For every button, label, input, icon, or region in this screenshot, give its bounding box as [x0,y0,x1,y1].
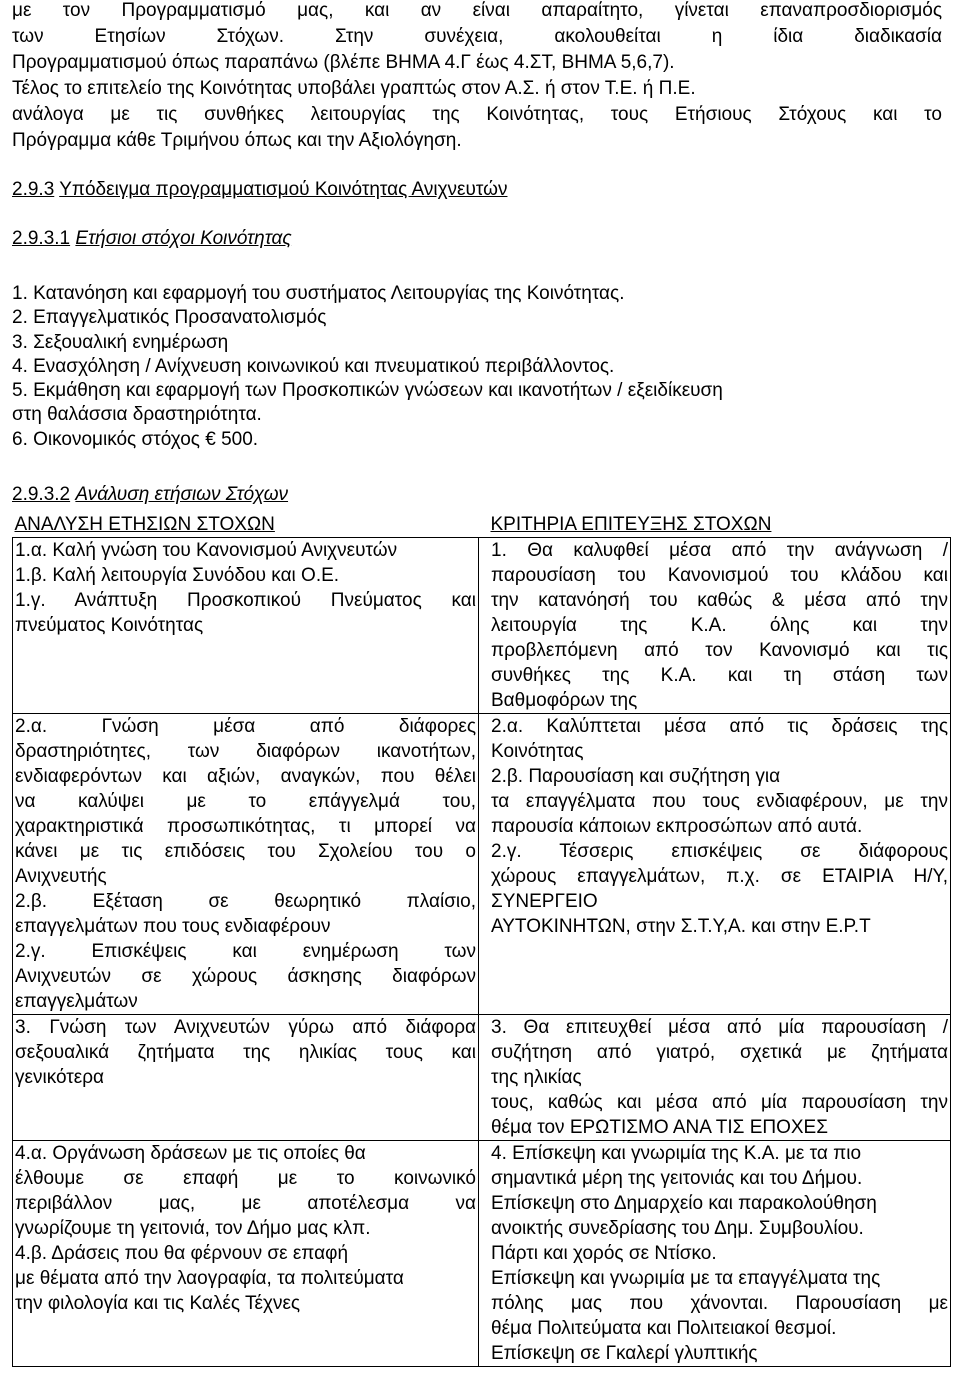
cell-line: Ανιχνευτής [15,866,107,887]
cell-line: την κατανόησή του καθώς & μέσα από την [491,590,948,611]
cell-line: γνωρίζουμε τη γειτονιά, τον Δήμο μας κλπ. [15,1218,371,1239]
cell-line: συνθήκες της Κ.Α. και τη στάση των [491,665,948,686]
cell-line: 1.α. Καλή γνώση του Κανονισμού Ανιχνευτών [15,540,398,561]
cell-line: 2.β. Παρουσίαση και συζήτηση για [491,766,781,787]
cell-line: ΑΥΤΟΚΙΝΗΤΩΝ, στην Σ.Τ.Υ,Α. και στην Ε.Ρ.Τ [491,916,871,937]
criteria-cell [479,714,951,1015]
cell-line: 2.γ. Τέσσερις επισκέψεις σε διάφορους [491,841,948,862]
analysis-cell [13,714,479,1015]
table-header-cell: ΑΝΑΛΥΣΗ ΕΤΗΣΙΩΝ ΣΤΟΧΩΝ [13,512,479,538]
analysis-cell [13,538,479,714]
list-item: στη θαλάσσια δραστηριότητα. [12,404,262,426]
intro-line: με τον Προγραμματισμό μας, και αν είναι απαραίτητο, γίνεται επαναπροσδιορισμός [12,0,942,21]
cell-line: την φιλολογία και τις Καλές Τέχνες [15,1293,301,1314]
criteria-cell [479,1015,951,1141]
cell-line: ανοικτής συνεδρίασης του Δημ. Συμβουλίου. [491,1218,864,1239]
list-item: 6. Οικονομικός στόχος € 500. [12,428,259,450]
section-heading-goals [12,226,292,252]
cell-line: σεξουαλικά ζητήματα της ηλικίας τους και [15,1042,476,1063]
cell-line: τους, καθώς και μέσα από μία παρουσίαση την [491,1092,948,1113]
section-title: Ανάλυση ετήσιων Στόχων [75,484,289,505]
intro-line: Προγραμματισμού όπως παραπάνω (βλέπε ΒΗΜΑ 4.Γ έως 4.ΣΤ, ΒΗΜΑ 5,6,7). [12,52,675,73]
section-number: 2.9.3 [12,179,55,200]
list-item: 3. Σεξουαλική ενημέρωση [12,331,229,353]
list-item: 1. Κατανόηση και εφαρμογή του συστήματος Λειτουργίας της Κοινότητας. [12,283,625,304]
list-item: 5. Εκμάθηση και εφαρμογή των Προσκοπικών γνώσεων και ικανοτήτων / εξειδίκευση [12,380,723,402]
cell-line: 1.β. Καλή λειτουργία Συνόδου και Ο.Ε. [15,565,340,586]
cell-line: 2.β. Εξέταση σε θεωρητικό πλαίσιο, [15,891,476,912]
goals-list [12,282,723,452]
goals-analysis-table [12,512,951,1367]
cell-line: προβλεπόμενη από τον Κανονισμό και τις [491,640,948,661]
section-heading-sample [12,177,507,203]
cell-line: με θέματα από την λαογραφία, τα πολιτεύματα [15,1268,404,1289]
cell-line: 1. Θα καλυφθεί μέσα από την ανάγνωση / [491,540,948,561]
cell-line: Επίσκεψη στο Δημαρχείο και παρακολούθηση [491,1193,877,1214]
cell-line: να καλύψει με το επάγγελμά του, [15,791,476,812]
cell-line: παρουσίαση του Κανονισμού του κλάδου και [491,565,948,586]
cell-line: Επίσκεψη και γνωριμία με τα επαγγέλματα της [491,1268,881,1289]
cell-line: χαρακτηριστικά προσωπικότητας, τι μπορεί να [15,816,476,837]
cell-line: ενδιαφερόντων και αξιών, αναγκών, που θέλει [15,766,476,787]
table-row [13,1015,951,1141]
cell-line: 2.γ. Επισκέψεις και ενημέρωση των [15,941,476,962]
cell-line: πνεύματος Κοινότητας [15,615,204,636]
section-title: Υπόδειγμα προγραμματισμού Κοινότητας Ανιχνευτών [59,179,508,200]
cell-line: παρουσία κάποιων εκπροσώπων από αυτά. [491,816,863,837]
analysis-cell [13,1141,479,1367]
table-row [13,714,951,1015]
cell-line: τα επαγγέλματα που τους ενδιαφέρουν, με την [491,791,948,812]
cell-line: 4.β. Δράσεις που θα φέρνουν σε επαφή [15,1243,349,1264]
cell-line: σημαντικά μέρη της γειτονιάς και του Δήμου. [491,1168,863,1189]
cell-line: θέμα Πολιτεύματα και Πολιτειακοί θεσμοί. [491,1318,837,1339]
criteria-cell [479,1141,951,1367]
intro-line: Τέλος το επιτελείο της Κοινότητας υποβάλει γραπτώς στον Α.Σ. ή στον Τ.Ε. ή Π.Ε. [12,78,696,99]
intro-paragraph [12,0,942,154]
table-header-cell: ΚΡΙΤΗΡΙΑ ΕΠΙΤΕΥΞΗΣ ΣΤΟΧΩΝ [479,512,951,538]
intro-line: Πρόγραμμα κάθε Τριμήνου όπως και την Αξιολόγηση. [12,130,462,151]
cell-line: δραστηριότητες, των διαφόρων ικανοτήτων, [15,741,476,762]
cell-line: έλθουμε σε επαφή με το κοινωνικό [15,1168,476,1189]
cell-line: περιβάλλον μας, με αποτέλεσμα να [15,1193,476,1214]
section-title: Ετήσιοι στόχοι Κοινότητας [75,228,292,249]
cell-line: 4.α. Οργάνωση δράσεων με τις οποίες θα [15,1143,366,1164]
cell-line: χώρους επαγγελμάτων, π.χ. σε ΕΤΑΙΡΙΑ Η/Υ, [491,866,948,887]
cell-line: ΣΥΝΕΡΓΕΙΟ [491,891,598,912]
table-row [13,538,951,714]
cell-line: Επίσκεψη σε Γκαλερί γλυπτικής [491,1343,758,1364]
list-item: 4. Ενασχόληση / Ανίχνευση κοινωνικού και πνευματικού περιβάλλοντος. [12,355,615,377]
section-number: 2.9.3.2 [12,484,71,505]
cell-line: 3. Γνώση των Ανιχνευτών γύρω από διάφορα [15,1017,476,1038]
table-row [13,1141,951,1367]
criteria-cell [479,538,951,714]
cell-line: θέμα τον ΕΡΩΤΙΣΜΟ ΑΝΑ ΤΙΣ ΕΠΟΧΕΣ [491,1117,828,1138]
cell-line: γενικότερα [15,1067,105,1088]
cell-line: της ηλικίας [491,1067,582,1088]
cell-line: 3. Θα επιτευχθεί μέσα από μία παρουσίαση / [491,1017,948,1038]
cell-line: 2.α. Καλύπτεται μέσα από τις δράσεις της [491,716,948,737]
cell-line: Κοινότητας [491,741,584,762]
analysis-cell [13,1015,479,1141]
cell-line: Ανιχνευτών σε χώρους άσκησης διαφόρων [15,966,476,987]
table-header-row [13,512,951,538]
cell-line: 4. Επίσκεψη και γνωριμία της Κ.Α. με τα πιο [491,1143,862,1164]
cell-line: συζήτηση από γιατρό, σχετικά με ζητήματα [491,1042,948,1063]
list-item: 2. Επαγγελματικός Προσανατολισμός [12,307,327,329]
cell-line: λειτουργία της Κ.Α. όλης και την [491,615,948,636]
section-number: 2.9.3.1 [12,228,71,249]
intro-line: ανάλογα με τις συνθήκες λειτουργίας της Κοινότητας, τους Ετήσιους Στόχους και το [12,104,942,125]
section-heading-analysis [12,482,288,508]
cell-line: επαγγελμάτων που τους ενδιαφέρουν [15,916,331,937]
cell-line: Βαθμοφόρων της [491,690,638,711]
cell-line: 2.α. Γνώση μέσα από διάφορες [15,716,476,737]
cell-line: κάνει με τις επιδόσεις του Σχολείου του ο [15,841,476,862]
cell-line: Πάρτι και χορός σε Ντίσκο. [491,1243,717,1264]
cell-line: επαγγελμάτων [15,991,138,1012]
intro-line: των Ετησίων Στόχων. Στην συνέχεια, ακολουθείται η ίδια διαδικασία [12,26,942,47]
cell-line: πόλης μας που χάνονται. Παρουσίαση με [491,1293,948,1314]
cell-line: 1.γ. Ανάπτυξη Προσκοπικού Πνεύματος και [15,590,476,611]
